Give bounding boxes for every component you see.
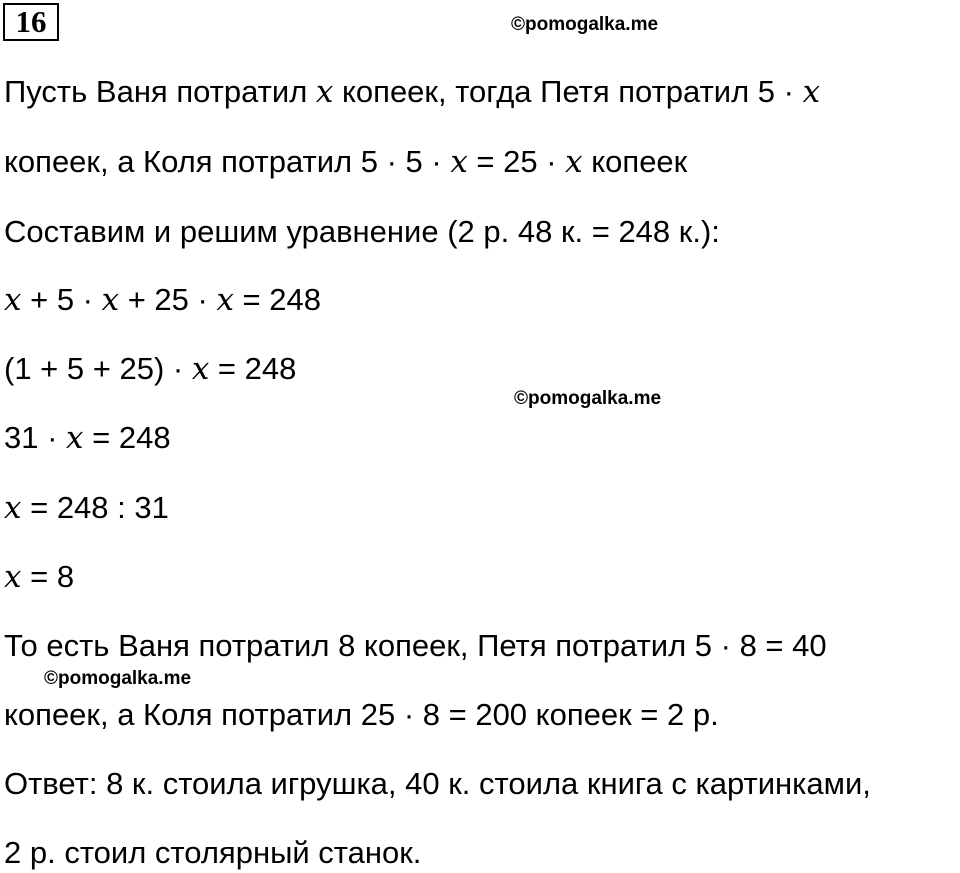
- answer-line-2: 2 р. стоил столярный станок.: [4, 835, 422, 870]
- variable-x: x: [315, 74, 334, 110]
- variable-x: x: [216, 282, 234, 318]
- equation-1: x + 5 · x + 25 · x = 248: [4, 282, 321, 318]
- equation-5: x = 8: [4, 559, 75, 595]
- text-line-2: копеек, а Коля потратил 5 · 5 · x = 25 · x копеек: [4, 144, 688, 180]
- variable-x: x: [4, 559, 22, 595]
- variable-x: x: [101, 282, 120, 318]
- text-line-1: Пусть Ваня потратил x копеек, тогда Петя потратил 5 · x: [4, 74, 821, 110]
- watermark-bottom: ©pomogalka.me: [44, 668, 192, 689]
- problem-number: 16: [3, 3, 59, 41]
- text-line-9: То есть Ваня потратил 8 копеек, Петя потратил 5 · 8 = 40: [4, 628, 827, 663]
- answer-line-1: Ответ: 8 к. стоила игрушка, 40 к. стоила книга с картинками,: [4, 766, 871, 801]
- equation-2: (1 + 5 + 25) · x = 248: [4, 351, 297, 387]
- variable-x: x: [4, 490, 22, 526]
- variable-x: x: [191, 351, 210, 387]
- equation-3: 31 · x = 248: [4, 420, 171, 456]
- text-line-10: копеек, а Коля потратил 25 · 8 = 200 копеек = 2 р.: [4, 697, 719, 732]
- equation-4: x = 248 : 31: [4, 490, 169, 526]
- variable-x: x: [802, 74, 821, 110]
- variable-x: x: [4, 282, 22, 318]
- variable-x: x: [565, 144, 583, 180]
- watermark-top: ©pomogalka.me: [511, 14, 659, 35]
- variable-x: x: [450, 144, 468, 180]
- text-line-3: Составим и решим уравнение (2 р. 48 к. = 248 к.):: [4, 214, 720, 249]
- watermark-middle: ©pomogalka.me: [514, 388, 662, 409]
- variable-x: x: [66, 420, 84, 456]
